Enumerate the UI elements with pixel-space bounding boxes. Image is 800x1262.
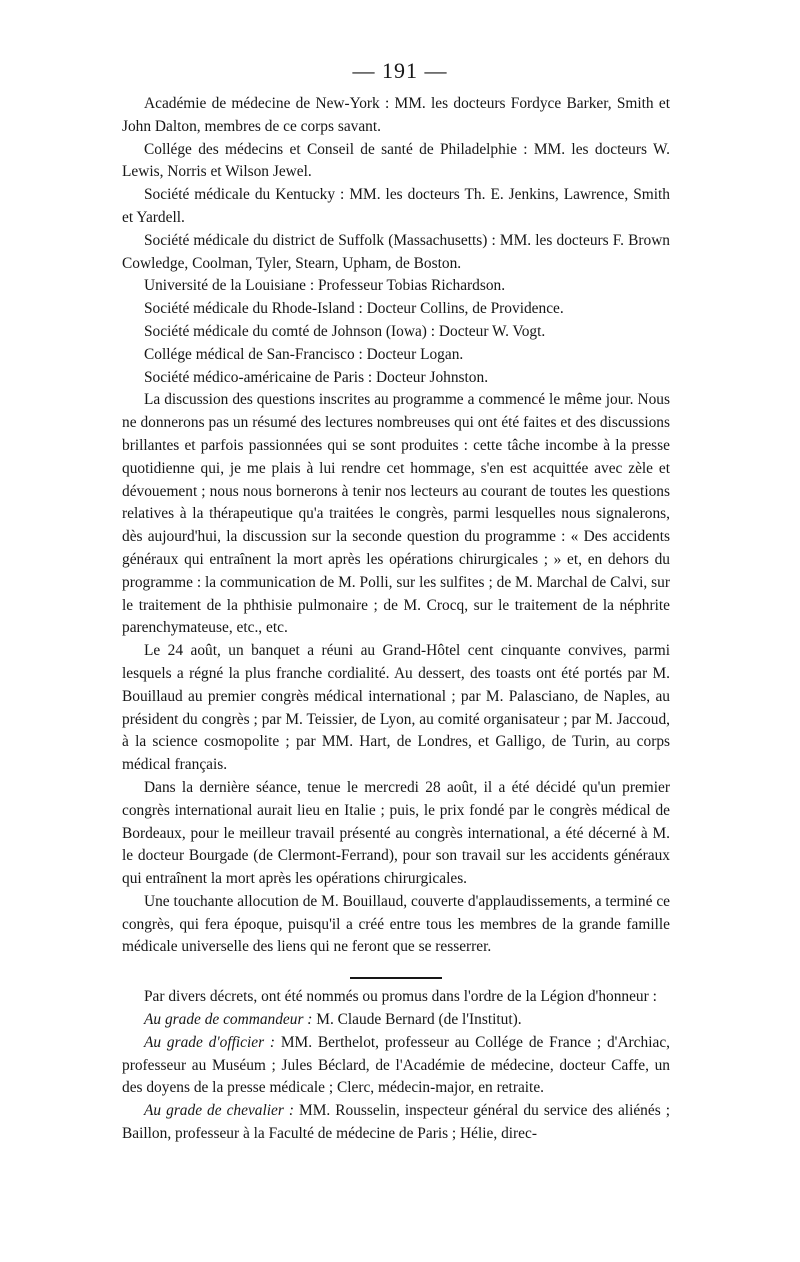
- paragraph: Une touchante allocution de M. Bouillaud, couverte d'applaudissements, a terminé ce congrès, qui fera époque, puisqu'il a créé entre tous les membres de la grande famille médicale universelle des liens qui ne feront que se resserrer.: [122, 892, 670, 956]
- paragraph: Dans la dernière séance, tenue le mercredi 28 août, il a été décidé qu'un premier congrès international aurait lieu en Italie ; puis, le prix fondé par le congrès médical de Bordeaux, pour le meilleur travail présenté au congrès international, a été décerné à M. le docteur Bourgade (de Clermont-Ferrand), pour son travail sur les accidents généraux qui entraînent la mort après les opérations chirurgicales.: [122, 778, 670, 888]
- grade-text: MM. Rousselin, inspecteur général du service des aliénés ; Baillon, professeur à la Faculté de médecine de Paris ; Hélie, direc-: [122, 1102, 670, 1143]
- paragraph: Société médicale du Kentucky : MM. les docteurs Th. E. Jenkins, Lawrence, Smith et Yardell.: [122, 186, 670, 226]
- paragraph: Université de la Louisiane : Professeur Tobias Richardson.: [144, 277, 506, 295]
- paragraph: Collége médical de San-Francisco : Docteur Logan.: [144, 345, 464, 363]
- paragraph: Collége des médecins et Conseil de santé de Philadelphie : MM. les docteurs W. Lewis, Norris et Wilson Jewel.: [122, 140, 670, 181]
- grade-label: Au grade de commandeur :: [144, 1011, 313, 1029]
- paragraph: Société médicale du comté de Johnson (Iowa) : Docteur W. Vogt.: [144, 322, 546, 340]
- page-number: — 191 —: [352, 58, 448, 83]
- paragraph: Société médicale du district de Suffolk (Massachusetts) : MM. les docteurs F. Brown Cowledge, Coolman, Tyler, Stearn, Upham, de Boston.: [122, 231, 670, 272]
- grade-label: Au grade de chevalier :: [144, 1102, 294, 1120]
- grade-text: M. Claude Bernard (de l'Institut).: [312, 1011, 522, 1029]
- paragraph: La discussion des questions inscrites au programme a commencé le même jour. Nous ne donnerons pas un résumé des lectures nombreuses qui ont été faites et des discussions brillantes et parfois passionnées qui se sont produites : cette tâche incombe à la presse quotidienne qui, je me plais à lui rendre cet hommage, s'en est acquittée avec zèle et dévouement ; nous nous bornerons à tenir nos lecteurs au courant de toutes les questions relatives à la thérapeutique qu'a traitées le congrès, parmi lesquelles nous signalerons, dès aujourd'hui, la discussion sur la seconde question du programme : « Des accidents généraux qui entraînent la mort après les opérations chirurgicales ; » et, en dehors du programme : la communication de M. Polli, sur les sulfites ; de M. Marchal de Calvi, sur le traitement de la phthisie pulmonaire ; de M. Crocq, sur le traitement de la néphrite parenchymateuse, etc., etc.: [122, 391, 670, 637]
- section-divider: [350, 977, 442, 979]
- paragraph: Académie de médecine de New-York : MM. les docteurs Fordyce Barker, Smith et John Dalton, membres de ce corps savant.: [122, 95, 670, 135]
- paragraph: Société médico-américaine de Paris : Docteur Johnston.: [144, 368, 489, 386]
- paragraph: Le 24 août, un banquet a réuni au Grand-Hôtel cent cinquante convives, parmi lesquels a régné la plus franche cordialité. Au dessert, des toasts ont été portés par M. Bouillaud au premier congrès médical international ; par M. Palasciano, de Naples, au président du congrès ; par M. Teissier, de Lyon, au comité organisateur ; par M. Jaccoud, à la science cosmopolite ; par MM. Hart, de Londres, et Galligo, de Turin, au corps médical français.: [122, 642, 670, 774]
- body-text: [122, 93, 670, 1146]
- legion-commandeur: [122, 1009, 670, 1032]
- legion-honneur-section: [122, 986, 670, 1146]
- legion-officier: [122, 1032, 670, 1100]
- grade-text: MM. Berthelot, professeur au Collége de France ; d'Archiac, professeur au Muséum ; Jules Béclard, de l'Académie de médecine, docteur Caffe, un des doyens de la presse médicale ; Clerc, médecin-major, en retraite.: [122, 1033, 670, 1097]
- legion-chevalier: [122, 1100, 670, 1146]
- legion-intro: Par divers décrets, ont été nommés ou promus dans l'ordre de la Légion d'honneur :: [144, 988, 657, 1006]
- paragraph: Société médicale du Rhode-Island : Docteur Collins, de Providence.: [144, 300, 564, 318]
- grade-label: Au grade d'officier :: [144, 1033, 276, 1051]
